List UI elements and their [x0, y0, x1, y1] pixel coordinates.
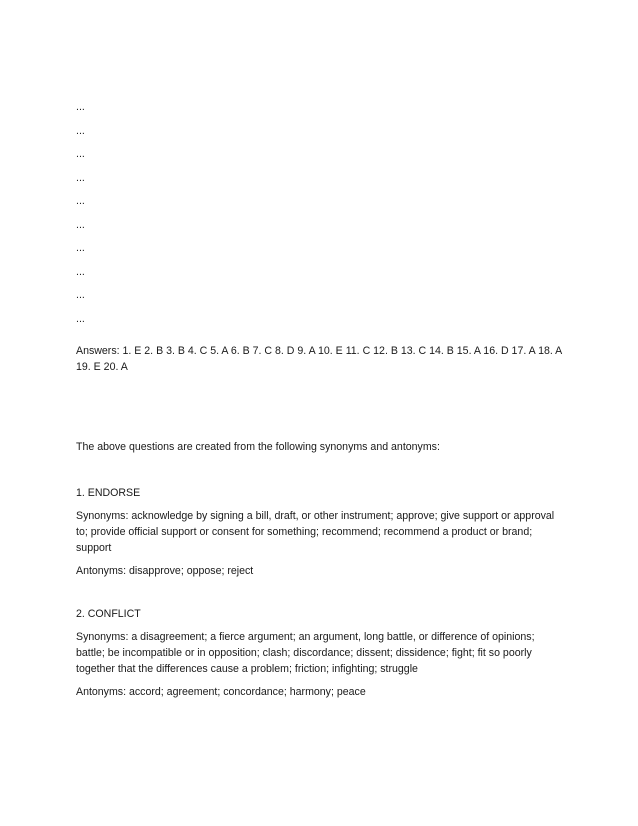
answer-key: Answers: 1. E 2. B 3. B 4. C 5. A 6. B 7. C 8. D 9. A 10. E 11. C 12. B 13. C 14. B 15. A 16. D 17. A 18. A 19. E 20. A [76, 345, 562, 373]
entry-antonyms-conflict: Antonyms: accord; agreement; concordance; harmony; peace [76, 686, 366, 698]
ellipsis-line: ... [76, 195, 85, 207]
ellipsis-line: ... [76, 312, 85, 325]
ellipsis-line: ... [76, 242, 85, 254]
entry-synonyms-endorse: Synonyms: acknowledge by signing a bill, draft, or other instrument; approve; give support or approval to; provide official support or consent for something; recommend; recommend a product or brand; support [76, 510, 555, 554]
ellipsis-line: ... [76, 171, 85, 184]
intro-paragraph: The above questions are created from the following synonyms and antonyms: [76, 441, 440, 453]
entry-antonyms-endorse: Antonyms: disapprove; oppose; reject [76, 565, 254, 577]
entry-synonyms-conflict: Synonyms: a disagreement; a fierce argument; an argument, long battle, or difference of opinions; battle; be incompatible or in opposition; clash; discordance; dissent; dissidence; fight; fit so poorly together that the differences cause a problem; friction; infighting; struggle [76, 631, 535, 675]
entry-title-endorse: 1. ENDORSE [76, 487, 141, 499]
document-body [76, 99, 566, 700]
entry-title-conflict: 2. CONFLICT [76, 608, 141, 620]
ellipsis-line: ... [76, 218, 85, 231]
ellipsis-line: ... [76, 148, 85, 160]
ellipsis-line: ... [76, 124, 85, 137]
ellipsis-line: ... [76, 101, 85, 113]
ellipsis-line: ... [76, 265, 85, 278]
ellipsis-line: ... [76, 289, 85, 301]
ellipsis-list [76, 99, 566, 334]
